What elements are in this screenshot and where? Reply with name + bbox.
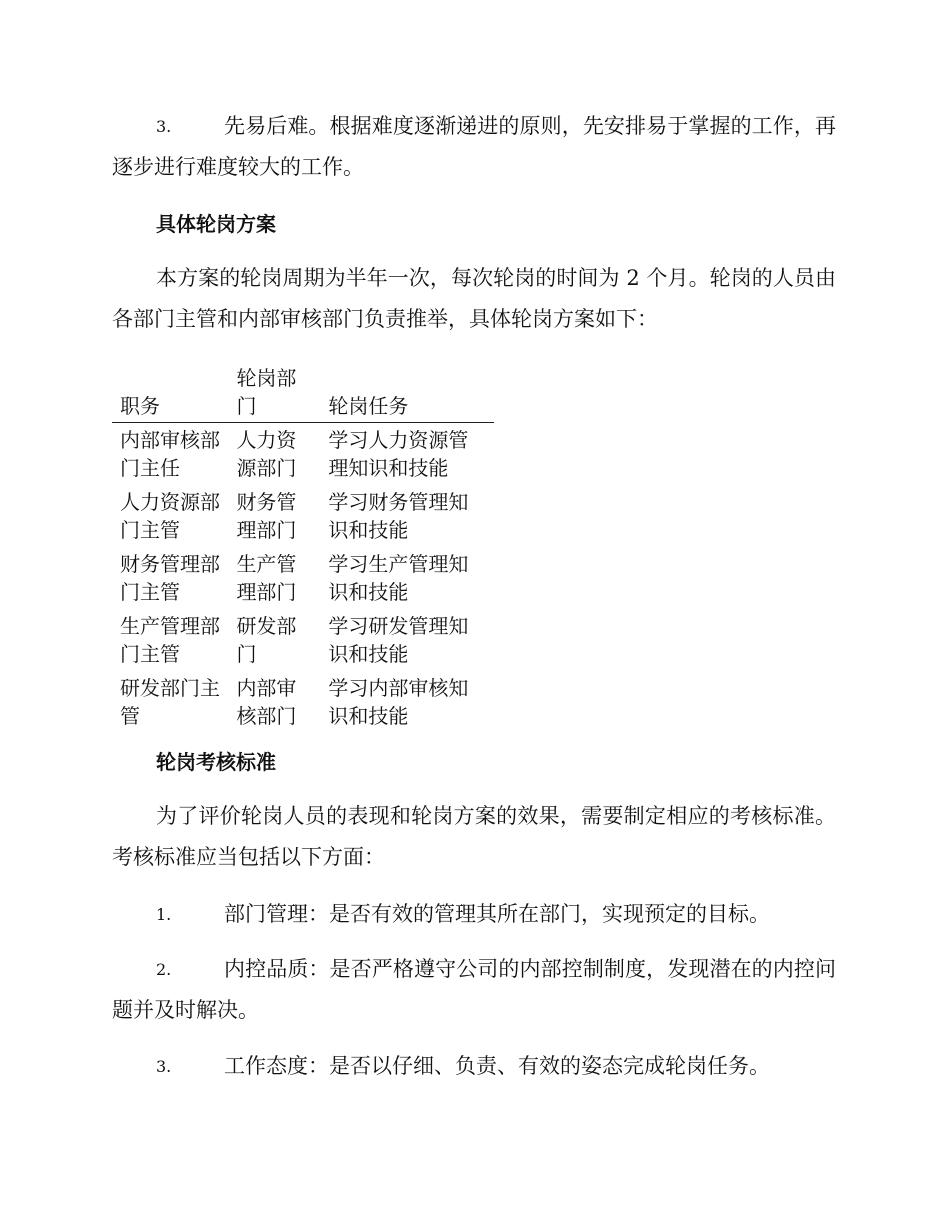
list-number: 1. xyxy=(156,905,172,924)
rotation-plan-paragraph: 本方案的轮岗周期为半年一次，每次轮岗的时间为 2 个月。轮岗的人员由各部门主管和内部审核部门负责推举，具体轮岗方案如下： xyxy=(112,266,836,331)
table-cell: 生产管理部门 xyxy=(236,552,297,604)
table-row xyxy=(112,423,494,486)
assessment-list-item xyxy=(112,949,836,1031)
list-text: 工作态度：是否以仔细、负责、有效的姿态完成轮岗任务。 xyxy=(224,1054,770,1078)
column-header-rotation-task: 轮岗任务 xyxy=(320,364,494,423)
table-row xyxy=(112,547,494,609)
list-number: 2. xyxy=(156,960,172,979)
table-cell: 研发部门 xyxy=(236,614,297,666)
column-header-rotation-department: 轮岗部门 xyxy=(228,364,320,423)
table-cell: 学习研发管理知识和技能 xyxy=(328,614,469,666)
table-cell: 生产管理部门主管 xyxy=(120,614,220,666)
rotation-table xyxy=(112,364,494,733)
list-text: 先易后难。根据难度逐渐递进的原则，先安排易于掌握的工作，再逐步进行难度较大的工作。 xyxy=(112,114,836,179)
assessment-list-item xyxy=(112,894,836,935)
list-text: 内控品质：是否严格遵守公司的内部控制制度，发现潜在的内控问题并及时解决。 xyxy=(112,957,836,1022)
column-header-position: 职务 xyxy=(112,364,228,423)
intro-list-item xyxy=(112,106,836,188)
assessment-list-item xyxy=(112,1046,836,1087)
table-header-row xyxy=(112,364,494,423)
list-text: 部门管理：是否有效的管理其所在部门，实现预定的目标。 xyxy=(224,902,770,926)
table-cell: 内部审核部门主任 xyxy=(120,428,220,480)
table-cell: 内部审核部门 xyxy=(236,676,297,728)
table-row xyxy=(112,485,494,547)
table-cell: 人力资源部门 xyxy=(236,428,297,480)
list-number: 3. xyxy=(156,117,172,136)
section-heading-rotation-plan: 具体轮岗方案 xyxy=(156,212,276,236)
table-cell: 学习财务管理知识和技能 xyxy=(328,490,469,542)
table-cell: 学习人力资源管理知识和技能 xyxy=(328,428,469,480)
table-cell: 财务管理部门主管 xyxy=(120,552,220,604)
table-row xyxy=(112,609,494,671)
table-row xyxy=(112,671,494,733)
table-cell: 学习内部审核知识和技能 xyxy=(328,676,469,728)
table-cell: 研发部门主管 xyxy=(120,676,220,728)
table-cell: 财务管理部门 xyxy=(236,490,297,542)
table-cell: 人力资源部门主管 xyxy=(120,490,220,542)
list-number: 3. xyxy=(156,1057,172,1076)
assessment-paragraph: 为了评价轮岗人员的表现和轮岗方案的效果，需要制定相应的考核标准。考核标准应当包括以下方面： xyxy=(112,804,836,869)
table-cell: 学习生产管理知识和技能 xyxy=(328,552,469,604)
section-heading-assessment-standard: 轮岗考核标准 xyxy=(156,750,276,774)
